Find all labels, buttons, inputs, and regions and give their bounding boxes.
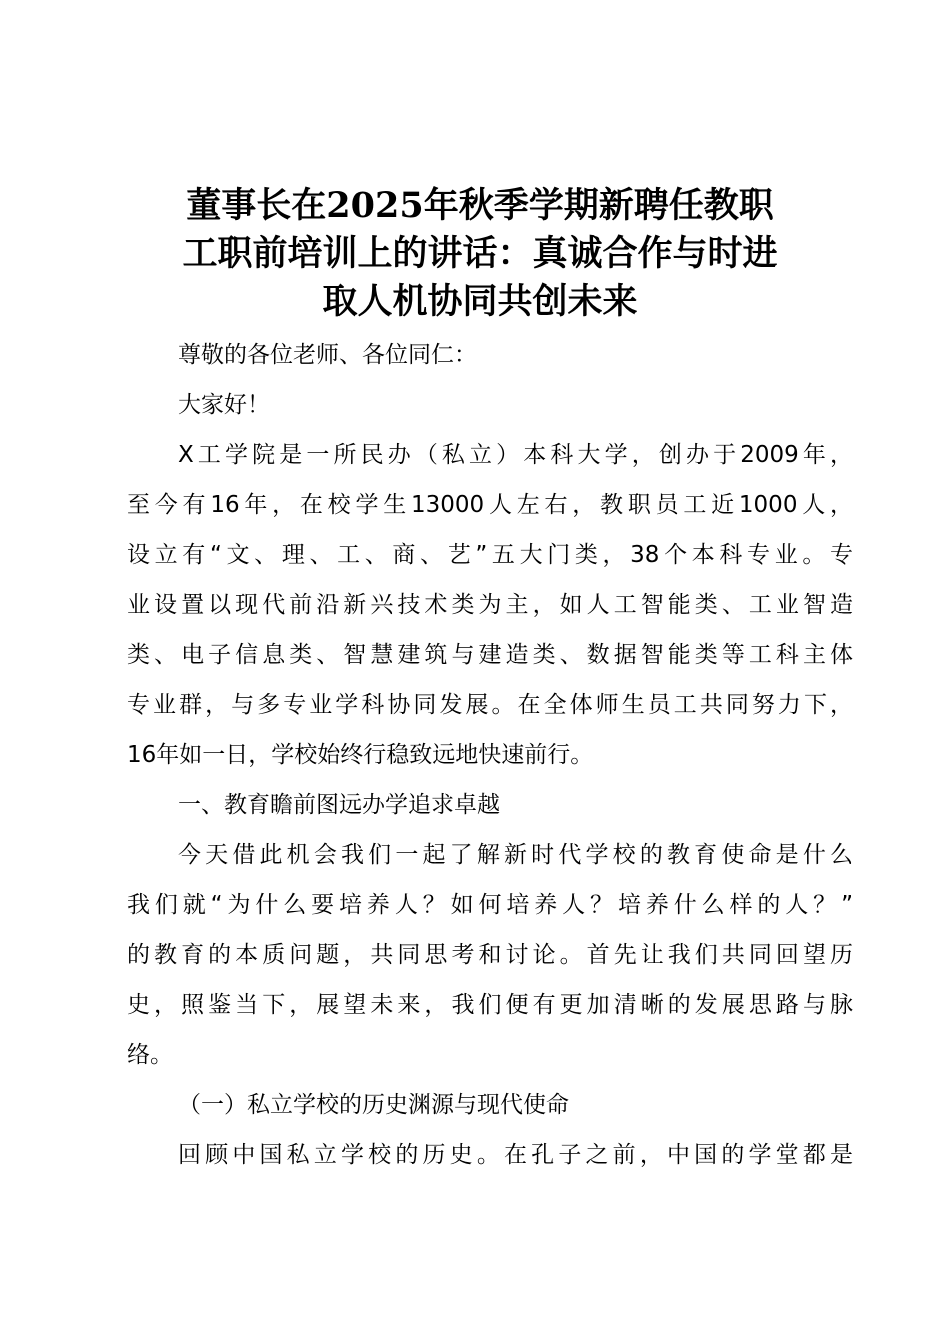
paragraph-line: 我们就“为什么要培养人？如何培养人？培养什么样的人？”	[127, 892, 853, 918]
paragraph-line: 业设置以现代前沿新兴技术类为主，如人工智能类、工业智造	[127, 592, 853, 618]
paragraph-line: 回顾中国私立学校的历史。在孔子之前，中国的学堂都是	[178, 1142, 853, 1168]
title-line: 董事长在2025年秋季学期新聘任教职	[186, 185, 774, 226]
paragraph-line: 设立有“文、理、工、商、艺”五大门类，38个本科专业。专	[127, 542, 853, 568]
paragraph-line: X工学院是一所民办（私立）本科大学，创办于2009年，	[178, 442, 853, 468]
title-line: 工职前培训上的讲话：真诚合作与时进	[182, 233, 778, 274]
greeting: 大家好！	[178, 392, 270, 418]
section-heading: 一、教育瞻前图远办学追求卓越	[178, 792, 500, 818]
title-line: 取人机协同共创未来	[322, 281, 638, 322]
subsection-heading: （一）私立学校的历史渊源与现代使命	[178, 1092, 569, 1118]
document-title	[120, 182, 840, 326]
paragraph-line: 至今有16年，在校学生13000人左右，教职员工近1000人，	[127, 492, 853, 518]
paragraph-line: 类、电子信息类、智慧建筑与建造类、数据智能类等工科主体	[127, 642, 853, 668]
paragraph-line: 16年如一日，学校始终行稳致远地快速前行。	[127, 742, 594, 768]
paragraph-line: 的教育的本质问题，共同思考和讨论。首先让我们共同回望历	[127, 942, 853, 968]
paragraph-line: 专业群，与多专业学科协同发展。在全体师生员工共同努力下，	[127, 692, 853, 718]
paragraph-line: 今天借此机会我们一起了解新时代学校的教育使命是什么	[178, 842, 853, 868]
paragraph-line: 史，照鉴当下，展望未来，我们便有更加清晰的发展思路与脉	[127, 992, 853, 1018]
salutation: 尊敬的各位老师、各位同仁：	[178, 342, 477, 368]
paragraph-line: 络。	[127, 1042, 173, 1068]
document-body	[127, 334, 853, 1184]
